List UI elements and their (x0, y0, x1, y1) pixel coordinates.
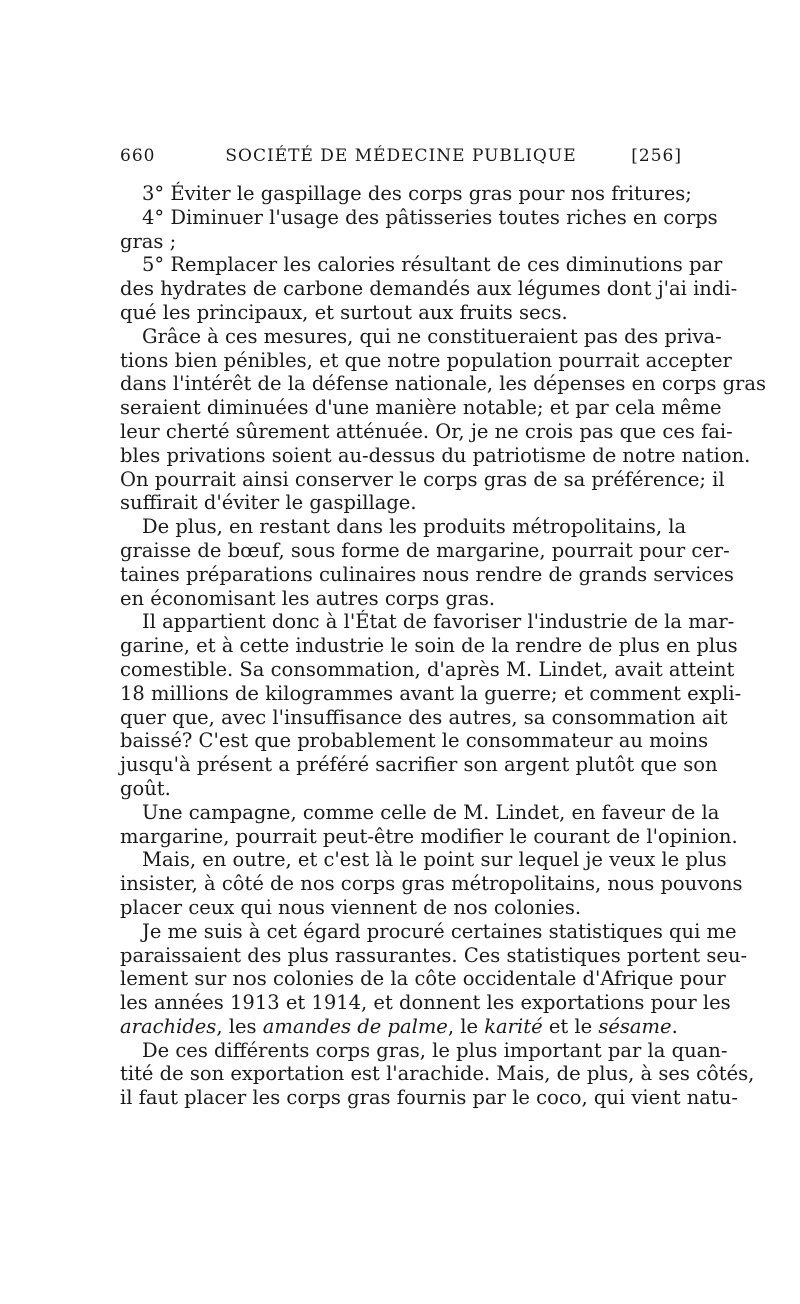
italic-term: amandes de palme (262, 1014, 448, 1038)
text-line: quer que, avec l'insuffisance des autres, sa consommation ait (120, 705, 728, 729)
text-line: lement sur nos colonies de la côte occidentale d'Afrique pour (120, 967, 726, 991)
italic-term: karité (484, 1014, 543, 1038)
text-line: il faut placer les corps gras fournis par le coco, qui vient natu- (120, 1086, 738, 1110)
text-line: en économisant les autres corps gras. (120, 586, 496, 610)
text-line: 3° Éviter le gaspillage des corps gras pour nos fritures; (142, 182, 692, 205)
text-line: insister, à côté de nos corps gras métropolitains, nous pouvons (120, 872, 743, 896)
text-line: graisse de bœuf, sous forme de margarine, pourrait pour cer- (120, 538, 730, 562)
text-line: 18 millions de kilogrammes avant la guerre; et comment expli- (120, 681, 742, 705)
text-line: 4° Diminuer l'usage des pâtisseries toutes riches en corps (142, 205, 718, 229)
bracket-page-reference: [256] (631, 146, 682, 166)
text-line: Il appartient donc à l'État de favoriser l'industrie de la mar- (142, 610, 735, 634)
text-line: tions bien pénibles, et que notre population pourrait accepter (120, 348, 732, 372)
text-line: dans l'intérêt de la défense nationale, les dépenses en corps gras (120, 372, 767, 396)
text-line: tité de son exportation est l'arachide. Mais, de plus, à ses côtés, (120, 1062, 755, 1086)
text-line: De plus, en restant dans les produits métropolitains, la (142, 515, 687, 539)
text-line-with-italics (120, 1015, 682, 1039)
text-line: placer ceux qui nous viennent de nos colonies. (120, 895, 582, 919)
text-line: bles privations soient au-dessus du patriotisme de notre nation. (120, 443, 751, 467)
text-line: paraissaient des plus rassurantes. Ces statistiques portent seu- (120, 943, 748, 967)
text-line: les années 1913 et 1914, et donnent les exportations pour les (120, 991, 731, 1015)
text-line: On pourrait ainsi conserver le corps gras de sa préférence; il (120, 467, 725, 491)
italic-term: sésame (598, 1014, 672, 1038)
text-fragment: , les (216, 1014, 263, 1038)
text-line: jusqu'à présent a préféré sacrifier son argent plutôt que son (120, 753, 718, 777)
text-fragment: , le (447, 1014, 485, 1038)
text-line: qué les principaux, et surtout aux fruits secs. (120, 300, 568, 324)
running-header (120, 146, 682, 174)
text-line: suffirait d'éviter le gaspillage. (120, 491, 417, 515)
text-fragment: . (671, 1014, 678, 1038)
italic-term: arachides (120, 1014, 217, 1038)
text-line: des hydrates de carbone demandés aux légumes dont j'ai indi- (120, 277, 738, 301)
text-line: taines préparations culinaires nous rendre de grands services (120, 562, 734, 586)
text-line: gras ; (120, 229, 177, 253)
text-line: Grâce à ces mesures, qui ne constitueraient pas des priva- (142, 324, 722, 348)
text-line: comestible. Sa consommation, d'après M. Lindet, avait atteint (120, 657, 735, 681)
text-line: garine, et à cette industrie le soin de la rendre de plus en plus (120, 634, 738, 658)
text-line: leur cherté sûrement atténuée. Or, je ne crois pas que ces fai- (120, 419, 733, 443)
text-line: 5° Remplacer les calories résultant de ces diminutions par (142, 253, 723, 277)
text-line: Une campagne, comme celle de M. Lindet, en faveur de la (142, 800, 720, 824)
text-line: baissé? C'est que probablement le consommateur au moins (120, 729, 709, 753)
text-fragment: et le (542, 1014, 599, 1038)
page-number: 660 (120, 146, 156, 166)
text-line: Mais, en outre, et c'est là le point sur lequel je veux le plus (142, 848, 727, 872)
text-line: goût. (120, 776, 171, 800)
running-title: SOCIÉTÉ DE MÉDECINE PUBLIQUE (225, 146, 577, 166)
text-line: seraient diminuées d'une manière notable; et par cela même (120, 396, 722, 420)
text-line: De ces différents corps gras, le plus important par la quan- (142, 1038, 728, 1062)
text-line: Je me suis à cet égard procuré certaines statistiques qui me (142, 919, 737, 943)
text-line: margarine, pourrait peut-être modifier le courant de l'opinion. (120, 824, 738, 848)
body-text (120, 182, 767, 1110)
